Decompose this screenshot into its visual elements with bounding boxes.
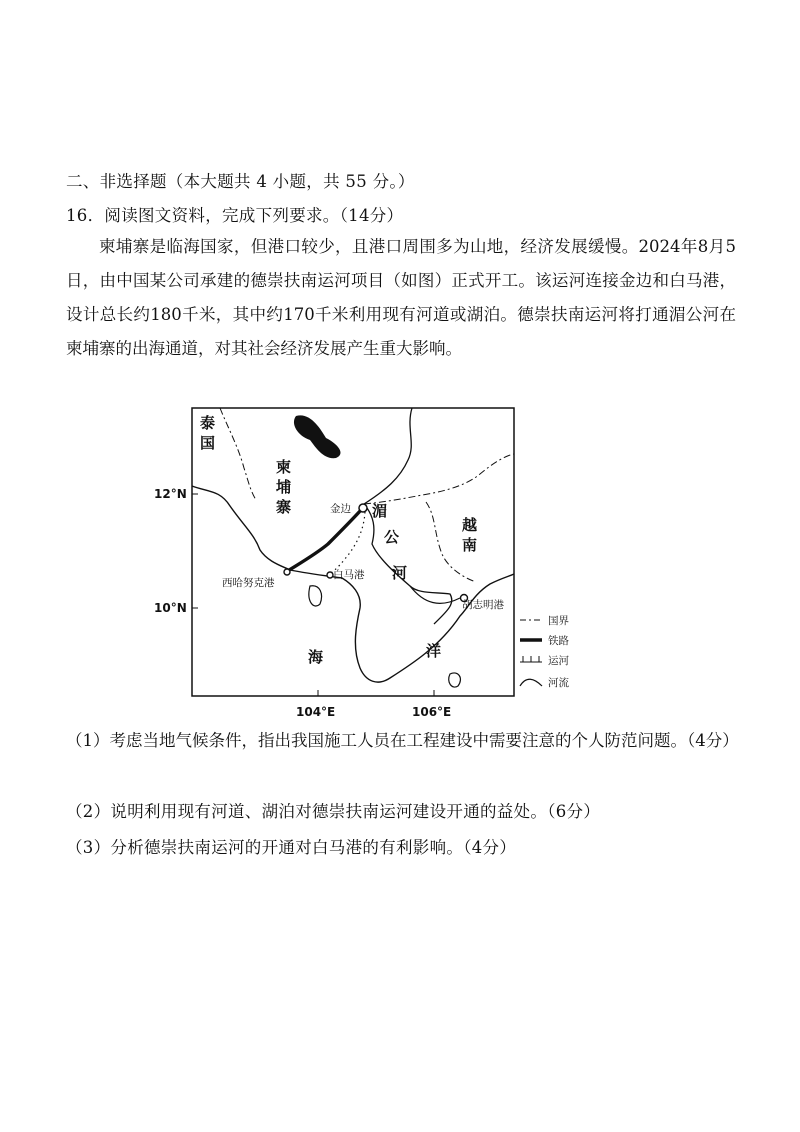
railway	[286, 510, 361, 572]
label-sihanoukville: 西哈努克港	[222, 577, 275, 589]
island-1	[309, 586, 322, 606]
river-char-2: 公	[384, 528, 400, 546]
label-hcmc: 胡志明港	[462, 599, 504, 611]
sub-question-3: （3）分析德崇扶南运河的开通对白马港的有利影响。（4分）	[66, 838, 517, 857]
lon-label-106e: 106°E	[412, 705, 452, 719]
sihanoukville-marker	[284, 569, 290, 575]
border-vietnam	[364, 454, 514, 504]
legend-canal-symbol	[520, 656, 542, 662]
legend-river-symbol	[520, 679, 542, 686]
border-thailand	[220, 408, 256, 500]
sub-question-2: （2）说明利用现有河道、湖泊对德崇扶南运河建设开通的益处。（6分）	[66, 802, 601, 821]
lon-label-104e: 104°E	[296, 705, 336, 719]
canal-map	[150, 398, 570, 728]
legend-railway-label: 铁路	[548, 635, 569, 647]
country-cambodia-1: 柬	[276, 458, 292, 476]
country-cambodia-3: 寨	[276, 498, 292, 516]
question-paragraph: 柬埔寨是临海国家，但港口较少，且港口周围多为山地，经济发展缓慢。2024年8月5日，由中国某公司承建的德崇扶南运河项目（如图）正式开工。该运河连接金边和白马港，设计总长约180千米，其中约170千米利用现有河道或湖泊。德崇扶南运河将打通湄公河在柬埔寨的出海通道，对其社会经济发展产生重大影响。	[66, 237, 736, 358]
question-title: 16．阅读图文资料，完成下列要求。（14分）	[66, 206, 404, 225]
river-char-3: 河	[392, 564, 408, 582]
river-char-1: 湄	[372, 502, 388, 520]
label-phnom-penh: 金边	[330, 503, 351, 515]
legend-border-label: 国界	[548, 615, 569, 627]
country-vietnam-1: 越	[462, 516, 478, 534]
phnom-penh-marker	[359, 504, 367, 512]
sea-char-1: 海	[308, 648, 324, 666]
river-branch	[410, 586, 460, 603]
country-thailand-1: 泰	[200, 414, 216, 432]
canal	[328, 512, 365, 576]
map-legend	[520, 615, 569, 689]
country-cambodia-2: 埔	[276, 478, 292, 496]
country-vietnam-2: 南	[462, 536, 478, 554]
legend-canal-label: 运河	[548, 655, 569, 667]
sea-char-2: 洋	[426, 642, 442, 660]
legend-river-label: 河流	[548, 677, 569, 689]
lat-label-10n: 10°N	[154, 601, 187, 615]
section-heading: 二、非选择题（本大题共 4 小题，共 55 分。）	[66, 172, 415, 191]
lat-label-12n: 12°N	[154, 487, 187, 501]
island-2	[449, 673, 461, 687]
country-thailand-2: 国	[200, 434, 216, 452]
label-ream: 白马港	[333, 569, 365, 581]
lake	[294, 415, 341, 458]
sub-question-1: （1）考虑当地气候条件，指出我国施工人员在工程建设中需要注意的个人防范问题。（4分）	[66, 731, 739, 750]
